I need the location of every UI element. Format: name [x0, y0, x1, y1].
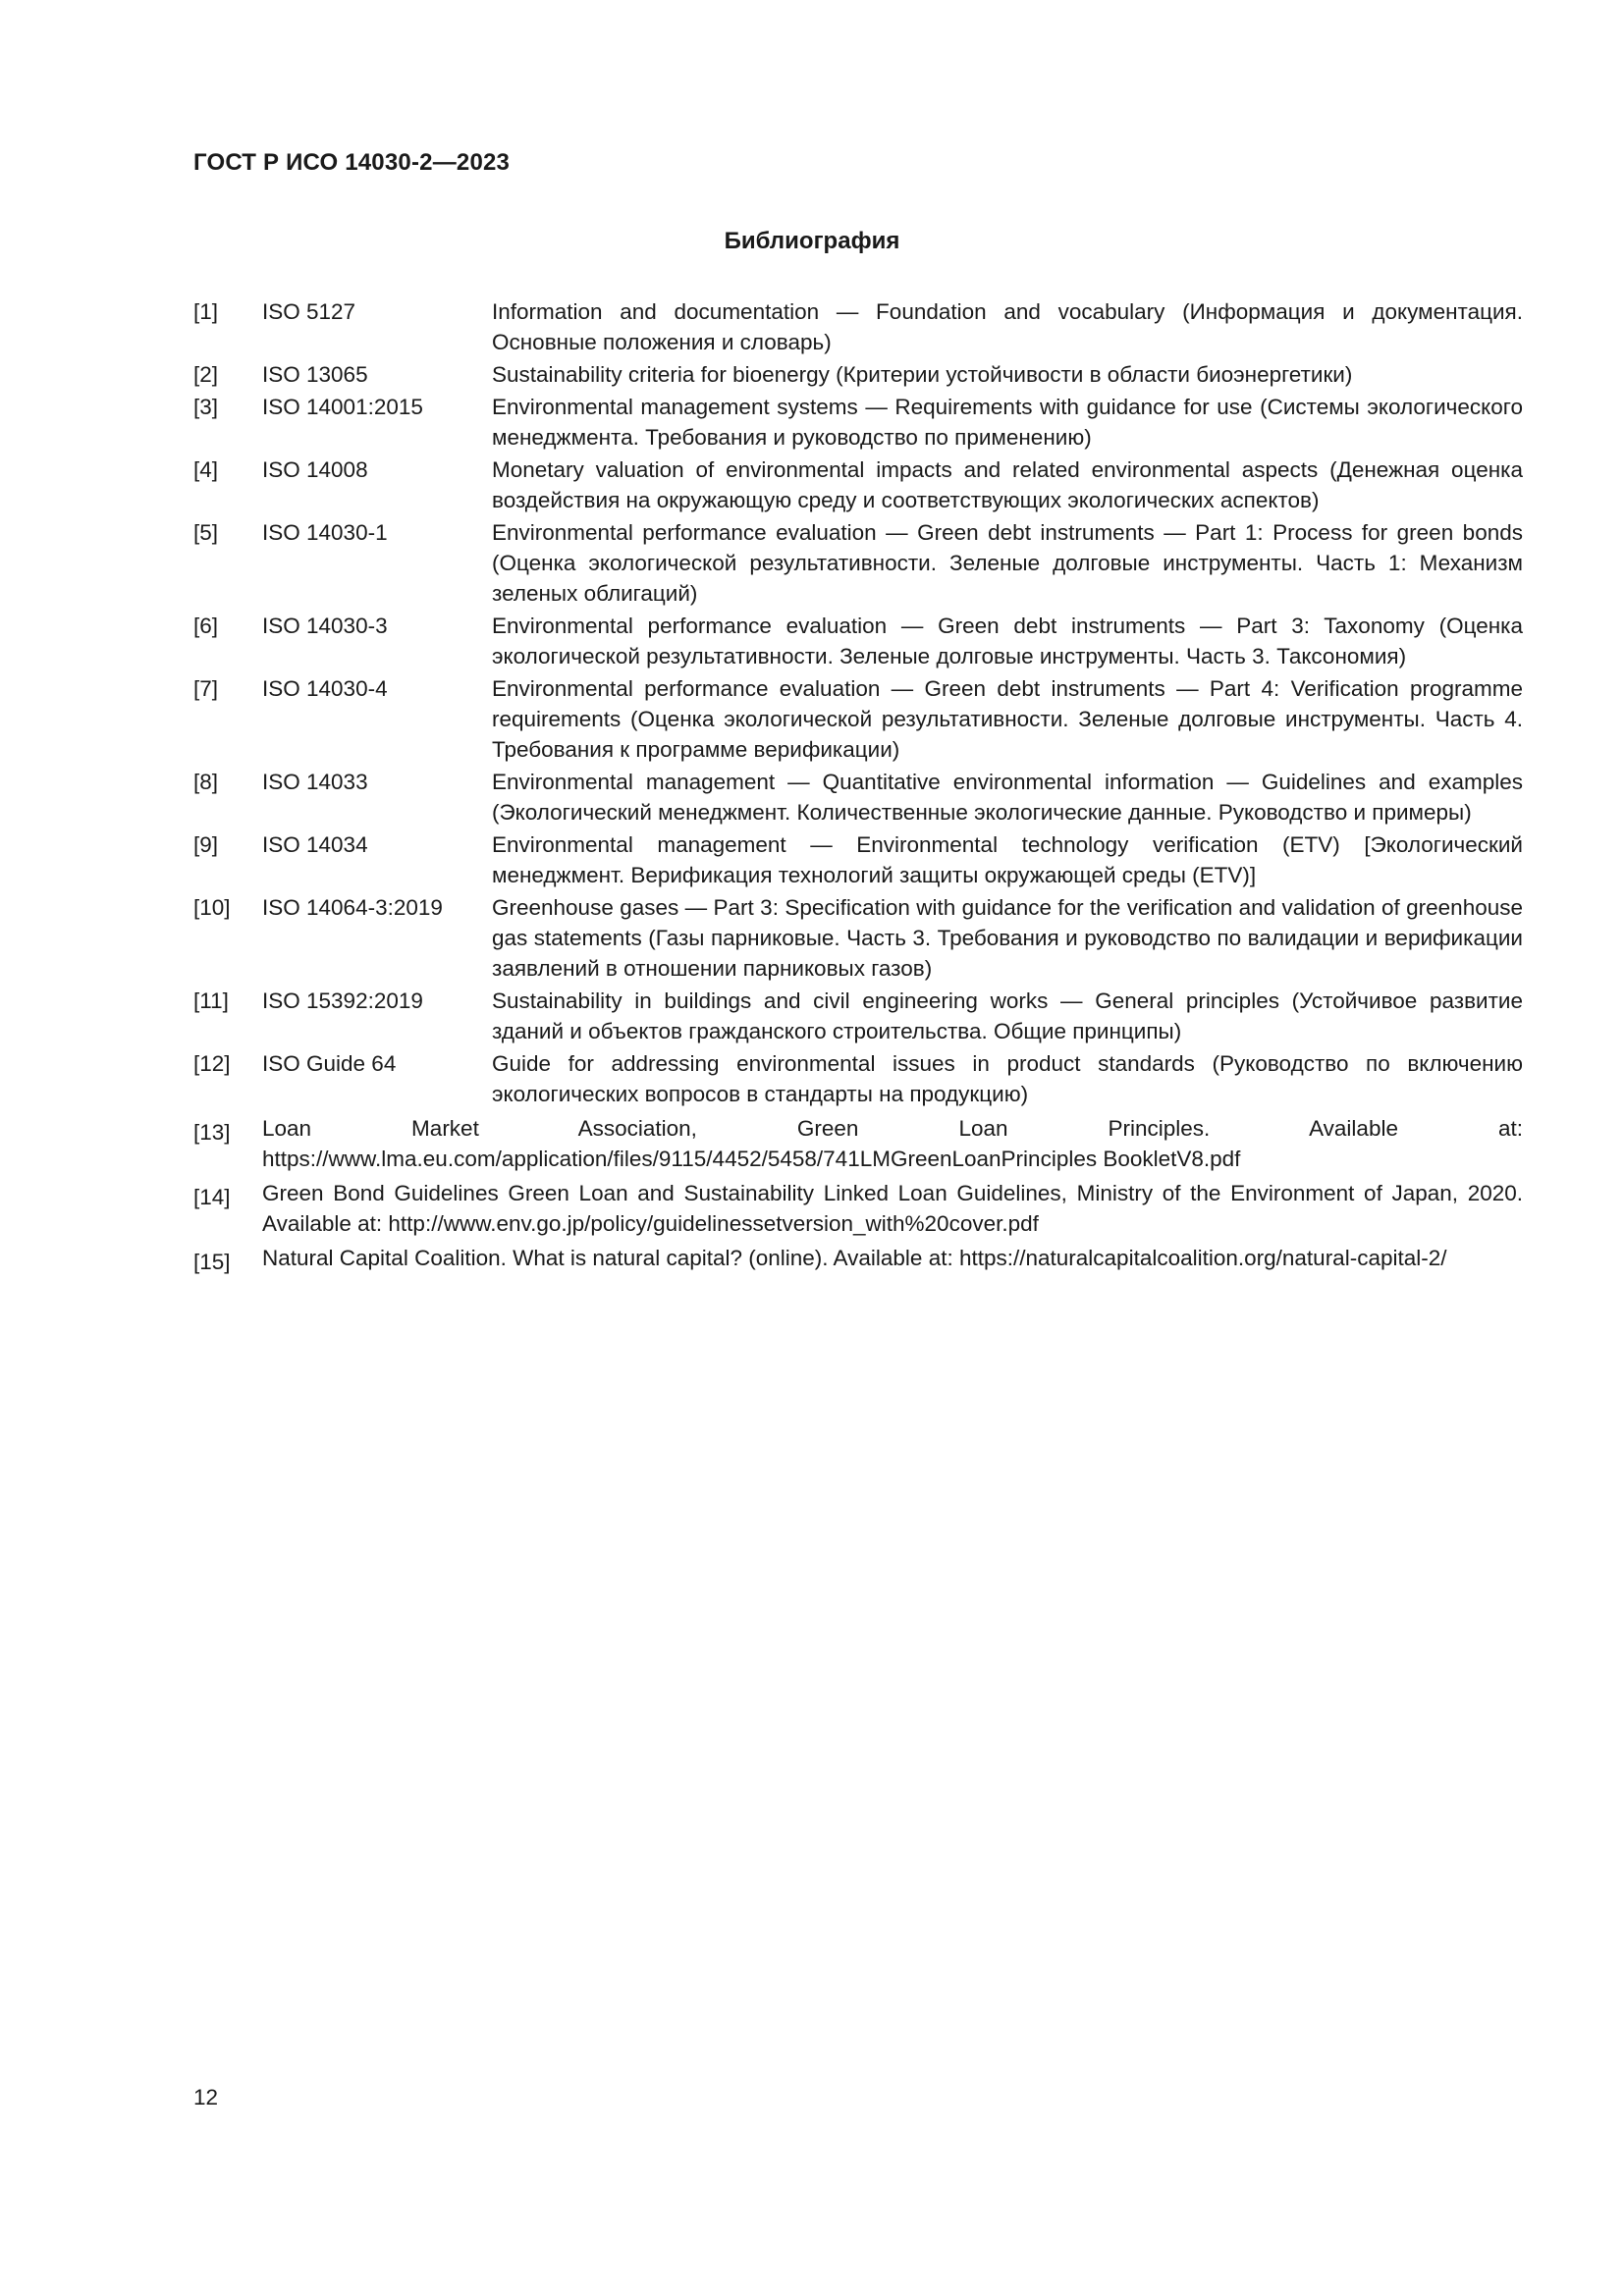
- entry-code: ISO Guide 64: [262, 1051, 397, 1076]
- entry-code: ISO 14033: [262, 770, 368, 794]
- entry-text: Environmental management systems — Requirements with guidance for use (Системы экологического менеджмента. Требования и руководство по применению): [492, 395, 1523, 450]
- entry-code: ISO 14030-1: [262, 520, 388, 545]
- entry-number: [5]: [193, 520, 219, 545]
- entry-number: [8]: [193, 770, 219, 794]
- entry-text: Green Bond Guidelines Green Loan and Sustainability Linked Loan Guidelines, Ministry of the Environment of Japan, 2020. Available at: http://www.env.go.jp/policy/guidelinessetversion_with%20cover.pdf: [262, 1181, 1523, 1236]
- bibliography-entry: [193, 517, 1523, 609]
- bibliography-entry: [193, 359, 1523, 390]
- entry-number: [13]: [193, 1120, 231, 1145]
- entry-code: ISO 14030-3: [262, 614, 388, 638]
- entry-number: [3]: [193, 395, 219, 419]
- bibliography-entry: [193, 392, 1523, 453]
- entry-number: [1]: [193, 299, 219, 324]
- entry-number: [12]: [193, 1051, 231, 1076]
- bibliography-entry: [193, 829, 1523, 890]
- entry-number: [4]: [193, 457, 219, 482]
- entry-number: [6]: [193, 614, 219, 638]
- bibliography-entry: [193, 673, 1523, 765]
- entry-code: ISO 14001:2015: [262, 395, 423, 419]
- bibliography-entry: [193, 296, 1523, 357]
- document-header: ГОСТ Р ИСО 14030-2—2023: [193, 149, 511, 176]
- entry-text: Loan Market Association, Green Loan Principles. Available at: https://www.lma.eu.com/application/files/9115/4452/5458/741LMGreenLoanPrinciples BookletV8.pdf: [262, 1116, 1523, 1171]
- bibliography-entry: [193, 1113, 1523, 1174]
- entry-number: [7]: [193, 676, 219, 701]
- entry-text: Greenhouse gases — Part 3: Specification with guidance for the verification and validation of greenhouse gas statements (Газы парниковые. Часть 3. Требования и руководство по валидации и верификации заявлений в отношении парниковых газов): [492, 895, 1523, 981]
- page-number: 12: [193, 2085, 219, 2109]
- entry-number: [11]: [193, 988, 229, 1013]
- entry-code: ISO 14030-4: [262, 676, 388, 701]
- entry-code: ISO 14064-3:2019: [262, 895, 443, 920]
- entry-code: ISO 5127: [262, 299, 356, 324]
- entry-text: Sustainability in buildings and civil engineering works — General principles (Устойчивое развитие зданий и объектов гражданского строительства. Общие принципы): [492, 988, 1523, 1043]
- entry-text: Sustainability criteria for bioenergy (Критерии устойчивости в области биоэнергетики): [492, 362, 1353, 387]
- entry-text: Environmental performance evaluation — Green debt instruments — Part 1: Process for green bonds (Оценка экологической результативности. Зеленые долговые инструменты. Часть 1: Механизм зеленых облигаций): [492, 520, 1523, 606]
- entry-text: Monetary valuation of environmental impacts and related environmental aspects (Денежная оценка воздействия на окружающую среду и соответствующих экологических аспектов): [492, 457, 1523, 512]
- entry-text: Environmental management — Environmental technology verification (ETV) [Экологический менеджмент. Верификация технологий защиты окружающей среды (ETV)]: [492, 832, 1523, 887]
- entry-code: ISO 14034: [262, 832, 368, 857]
- bibliography-entry: [193, 611, 1523, 671]
- bibliography-entry: [193, 986, 1523, 1046]
- bibliography-entry: [193, 767, 1523, 828]
- bibliography-entry: [193, 1048, 1523, 1109]
- bibliography-entry: [193, 1178, 1523, 1239]
- entry-number: [9]: [193, 832, 219, 857]
- entry-code: ISO 13065: [262, 362, 368, 387]
- entry-code: ISO 15392:2019: [262, 988, 423, 1013]
- entry-text: Information and documentation — Foundation and vocabulary (Информация и документация. Основные положения и словарь): [492, 299, 1523, 354]
- entry-text: Environmental management — Quantitative environmental information — Guidelines and examples (Экологический менеджмент. Количественные экологические данные. Руководство и примеры): [492, 770, 1523, 825]
- entry-text: Guide for addressing environmental issues in product standards (Руководство по включению экологических вопросов в стандарты на продукцию): [492, 1051, 1523, 1106]
- bibliography-list: [193, 296, 1523, 1277]
- entry-text: Natural Capital Coalition. What is natural capital? (online). Available at: https://naturalcapitalcoalition.org/natural-capital-2/: [262, 1246, 1447, 1270]
- entry-number: [15]: [193, 1250, 231, 1274]
- entry-number: [14]: [193, 1185, 231, 1209]
- bibliography-entry: [193, 1243, 1523, 1273]
- entry-text: Environmental performance evaluation — Green debt instruments — Part 3: Taxonomy (Оценка экологической результативности. Зеленые долговые инструменты. Часть 3. Таксономия): [492, 614, 1523, 668]
- entry-code: ISO 14008: [262, 457, 368, 482]
- entry-text: Environmental performance evaluation — Green debt instruments — Part 4: Verification programme requirements (Оценка экологической результативности. Зеленые долговые инструменты. Часть 4. Требования к программе верификации): [492, 676, 1523, 762]
- entry-number: [10]: [193, 895, 231, 920]
- entry-number: [2]: [193, 362, 219, 387]
- bibliography-entry: [193, 454, 1523, 515]
- section-title: Библиография: [724, 228, 900, 254]
- bibliography-entry: [193, 892, 1523, 984]
